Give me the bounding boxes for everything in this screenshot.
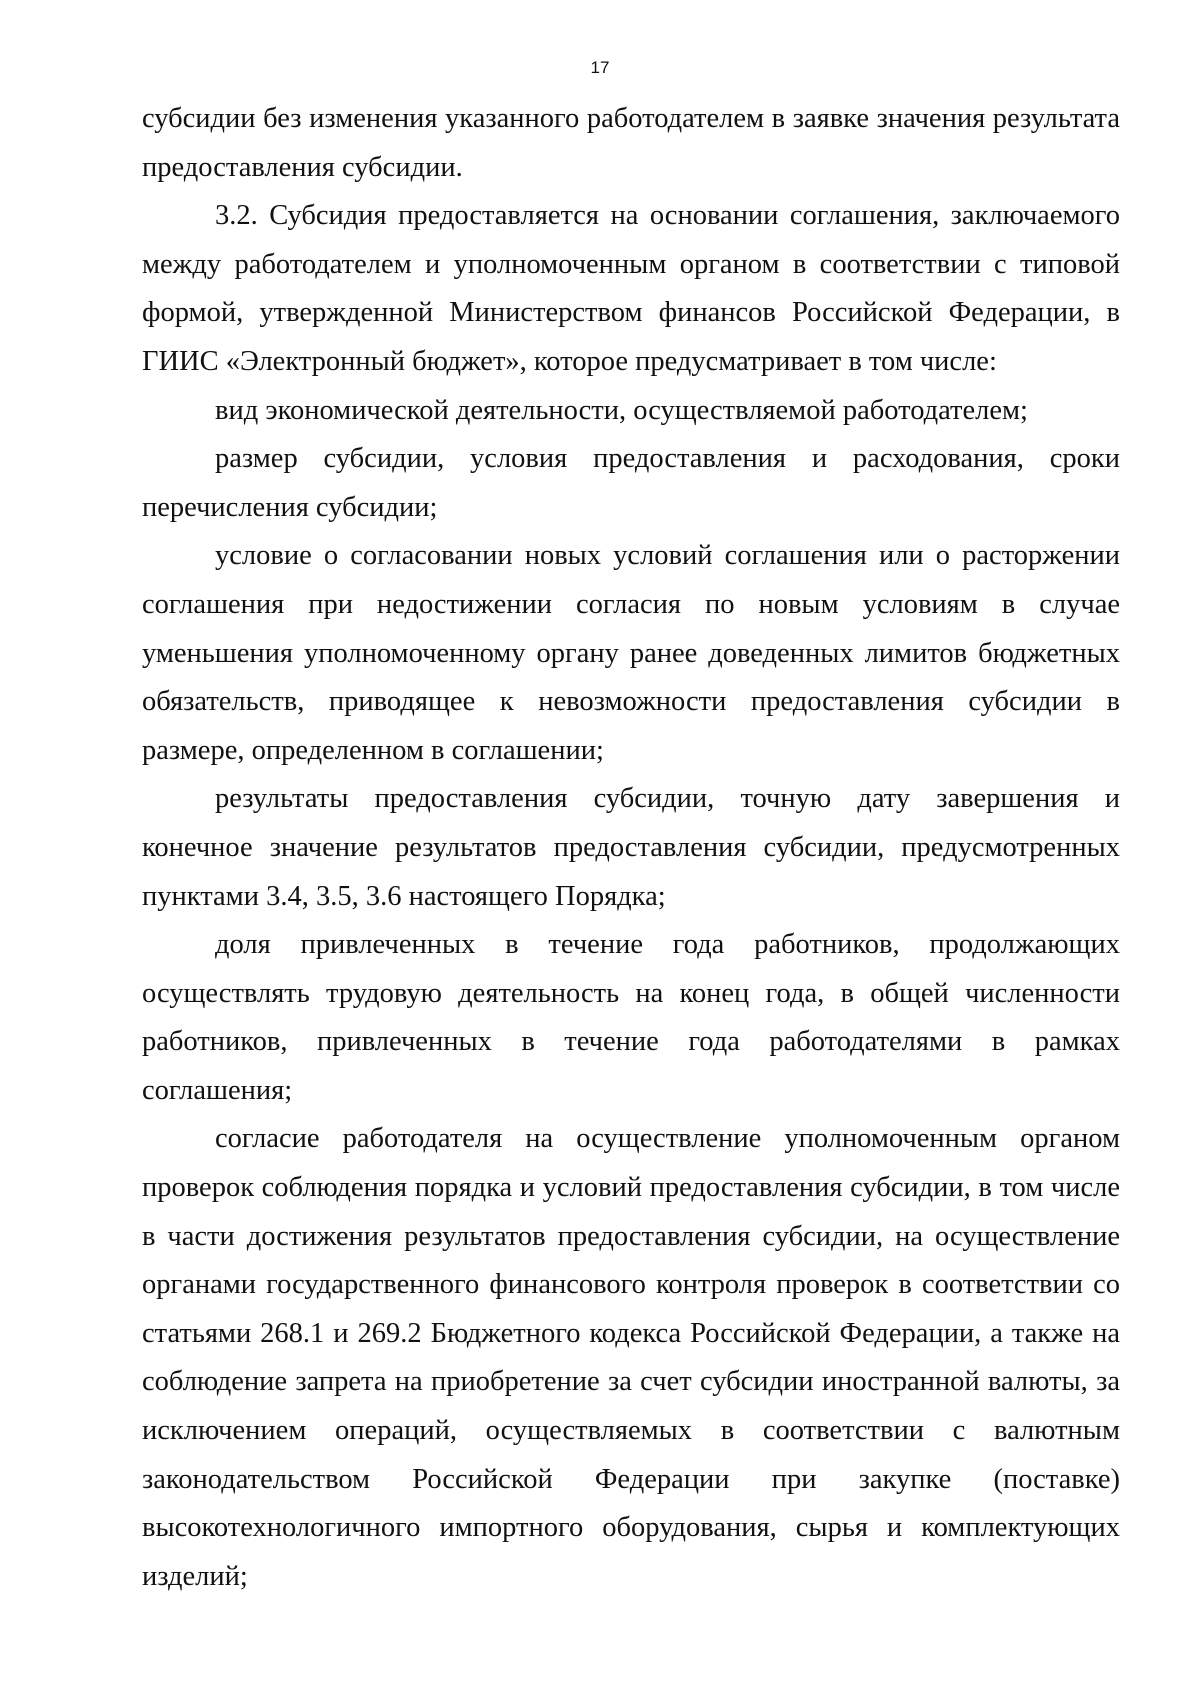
paragraph-results: результаты предоставления субсидии, точную дату завершения и конечное значение результатов предоставления субсидии, предусмотренных пунктами 3.4, 3.5, 3.6 настоящего Порядка; bbox=[142, 783, 1120, 912]
page-number: 17 bbox=[590, 58, 610, 77]
paragraph-3-2: 3.2. Субсидия предоставляется на основании соглашения, заключаемого между работодателем и уполномоченным органом в соответствии с типовой формой, утвержденной Министерством финансов Российской Федерации, в ГИИС «Электронный бюджет», которое предусматривает в том числе: bbox=[142, 200, 1120, 377]
document-body bbox=[142, 95, 1120, 1601]
paragraph-subsidy-size: размер субсидии, условия предоставления и расходования, сроки перечисления субсидии; bbox=[142, 443, 1120, 523]
paragraph-employer-consent: согласие работодателя на осуществление уполномоченным органом проверок соблюдения порядка и условий предоставления субсидии, в том числе в части достижения результатов предоставления субсидии, на осуществление органами государственного финансового контроля проверок в соответствии со статьями 268.1 и 269.2 Бюджетного кодекса Российской Федерации, а также на соблюдение запрета на приобретение за счет субсидии иностранной валюты, за исключением операций, осуществляемых в соответствии с валютным законодательством Российской Федерации при закупке (поставке) высокотехнологичного импортного оборудования, сырья и комплектующих изделий; bbox=[142, 1123, 1120, 1592]
paragraph-agreement-conditions: условие о согласовании новых условий соглашения или о расторжении соглашения при недостижении согласия по новым условиям в случае уменьшения уполномоченному органу ранее доведенных лимитов бюджетных обязательств, приводящее к невозможности предоставления субсидии в размере, определенном в соглашении; bbox=[142, 540, 1120, 766]
paragraph-continuation: субсидии без изменения указанного работодателем в заявке значения результата предоставления субсидии. bbox=[142, 103, 1120, 183]
paragraph-activity-type: вид экономической деятельности, осуществляемой работодателем; bbox=[215, 394, 1028, 426]
paragraph-workers-share: доля привлеченных в течение года работников, продолжающих осуществлять трудовую деятельность на конец года, в общей численности работников, привлеченных в течение года работодателями в рамках соглашения; bbox=[142, 929, 1120, 1106]
